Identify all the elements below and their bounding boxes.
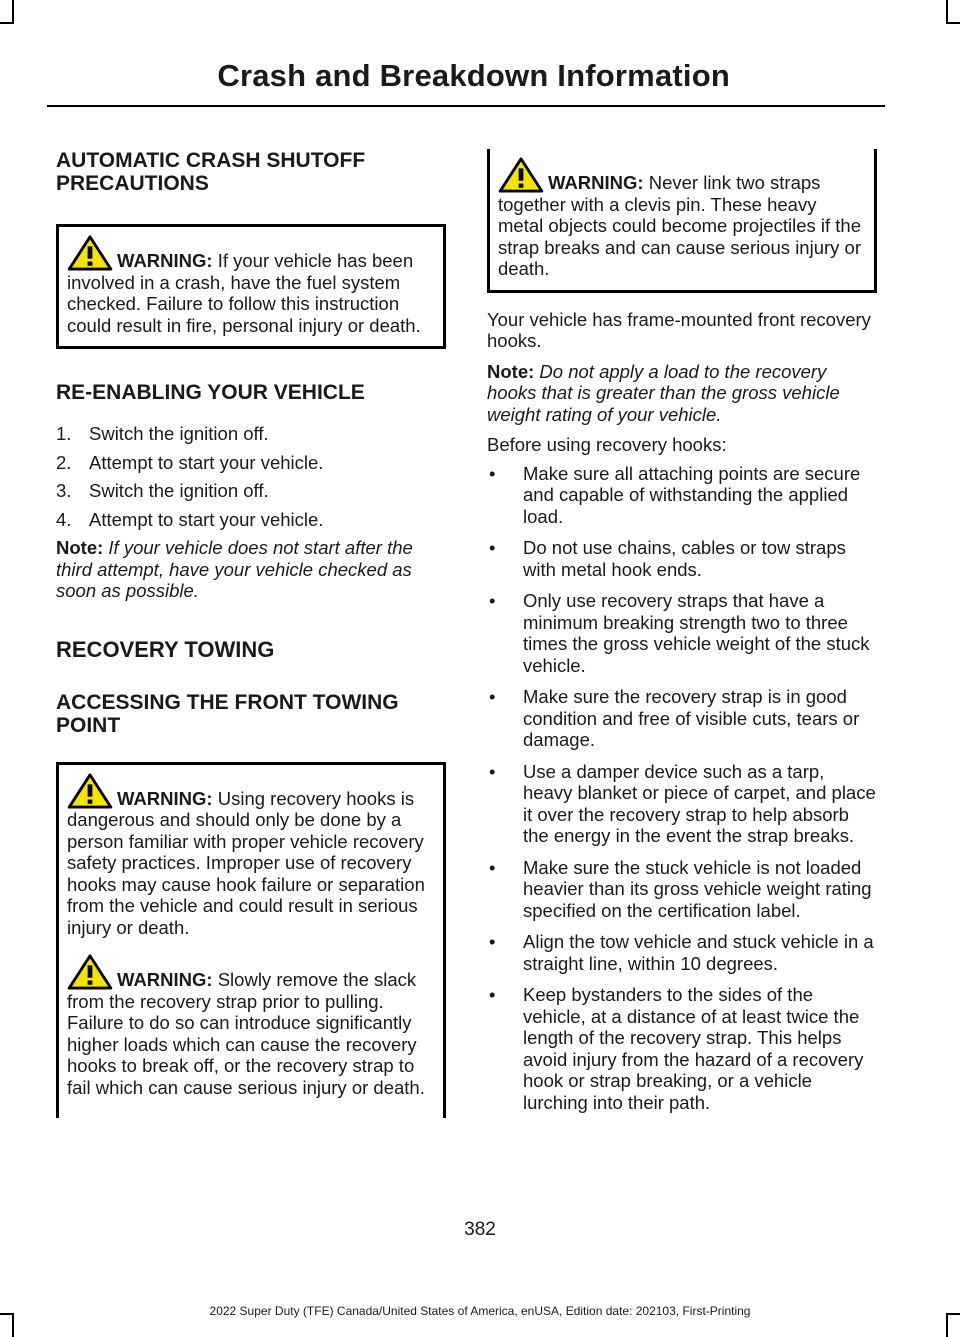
warning-triangle-icon: [67, 773, 113, 809]
step-text: Attempt to start your vehicle.: [89, 451, 324, 473]
list-item: [487, 931, 877, 974]
list-item: [56, 480, 446, 502]
warning-text: Slowly remove the slack from the recovery strap prior to pulling. Failure to do so can introduce significantly higher loads which can cause the recovery hooks to break off, or the recovery strap to fail which can cause serious injury or death.: [67, 969, 425, 1098]
bullet-text: Make sure the stuck vehicle is not loaded heavier than its gross vehicle weight rating specified on the certification label.: [523, 856, 872, 921]
bullet-mark: •: [489, 686, 496, 707]
warning-label: WARNING:: [548, 172, 644, 193]
warning-box-fuel-system: [56, 224, 446, 349]
note-label: Note:: [487, 360, 535, 382]
note-label: Note:: [56, 537, 104, 558]
list-item: [56, 423, 446, 445]
list-item: [487, 463, 877, 528]
warning-text: If your vehicle has been involved in a crash, have the fuel system checked. Failure to follow this instruction could result in fire, personal injury or death.: [67, 250, 421, 336]
bullet-text: Do not use chains, cables or tow straps with metal hook ends.: [523, 537, 846, 580]
step-number: 3.: [56, 480, 72, 501]
warning-triangle-icon: [498, 157, 544, 193]
crop-mark: [0, 22, 14, 24]
bullet-mark: •: [489, 931, 496, 952]
footer-edition-info: 2022 Super Duty (TFE) Canada/United States of America, enUSA, Edition date: 202103, First-Printing: [209, 1304, 751, 1318]
section-heading-front-towing-point: ACCESSING THE FRONT TOWING POINT: [56, 690, 399, 737]
before-paragraph: Before using recovery hooks:: [487, 434, 727, 455]
warning-triangle-icon: [67, 235, 113, 271]
warning-item: [498, 157, 866, 280]
page-header-title: Crash and Breakdown Information: [217, 58, 730, 93]
warning-box-clevis-pin: [487, 149, 877, 293]
bullet-text: Keep bystanders to the sides of the vehicle, at a distance of at least twice the length of the recovery strap. This helps avoid injury from the hazard of a recovery hook or strap breaking, or a vehicle lurching into their path.: [523, 984, 864, 1113]
list-item: [487, 686, 877, 751]
bullet-mark: •: [489, 590, 496, 611]
bullet-text: Align the tow vehicle and stuck vehicle in a straight line, within 10 degrees.: [523, 931, 874, 974]
list-item: [487, 590, 877, 676]
step-text: Switch the ignition off.: [89, 423, 269, 444]
steps-list: [56, 423, 446, 530]
crop-mark: [946, 0, 948, 24]
warning-text: Using recovery hooks is dangerous and should only be done by a person familiar with proper vehicle recovery safety practices. Improper use of recovery hooks may cause hook failure or separation from the vehicle and could result in serious injury or death.: [67, 787, 425, 938]
bullet-text: Only use recovery straps that have a minimum breaking strength two to three times the gross vehicle weight of the stuck vehicle.: [523, 590, 870, 676]
list-item: [487, 537, 877, 580]
warning-label: WARNING:: [117, 250, 213, 271]
list-item: [487, 984, 877, 1113]
bullet-mark: •: [489, 856, 496, 878]
warning-triangle-icon: [67, 954, 113, 990]
list-item: [56, 452, 446, 474]
left-column: [56, 144, 446, 1118]
section-heading-crash-shutoff: AUTOMATIC CRASH SHUTOFF PRECAUTIONS: [56, 149, 366, 195]
bullet-mark: •: [489, 760, 496, 782]
list-item: [487, 761, 877, 847]
right-column: [487, 144, 877, 1123]
bullet-mark: •: [489, 984, 496, 1005]
note-text: If your vehicle does not start after the third attempt, have your vehicle checked as soon as possible.: [56, 537, 413, 601]
warning-label: WARNING:: [117, 969, 213, 990]
bullet-mark: •: [489, 462, 496, 484]
bullet-text: Make sure all attaching points are secure and capable of withstanding the applied load.: [523, 462, 861, 527]
step-number: 2.: [56, 451, 72, 473]
bullet-mark: •: [489, 537, 496, 558]
note-paragraph: [487, 361, 877, 426]
warning-item: [67, 235, 435, 336]
section-heading-recovery-towing: RECOVERY TOWING: [56, 636, 275, 662]
section-heading-re-enabling: RE-ENABLING YOUR VEHICLE: [56, 381, 365, 404]
note-text: Do not apply a load to the recovery hooks that is greater than the gross vehicle weight rating of your vehicle.: [487, 360, 840, 425]
step-text: Switch the ignition off.: [89, 480, 269, 501]
warning-item: [67, 773, 435, 939]
warning-item: [67, 954, 435, 1098]
warning-label: WARNING:: [117, 787, 213, 809]
step-text: Attempt to start your vehicle.: [89, 508, 324, 530]
crop-mark: [12, 0, 14, 24]
page-number: 382: [464, 1219, 496, 1240]
header-divider: [47, 105, 885, 107]
intro-paragraph: Your vehicle has frame-mounted front recovery hooks.: [487, 308, 871, 351]
crop-mark: [946, 22, 960, 24]
list-item: [487, 857, 877, 922]
bullet-text: Use a damper device such as a tarp, heavy blanket or piece of carpet, and place it over the recovery strap to help absorb the energy in the event the strap breaks.: [523, 760, 876, 846]
step-number: 1.: [56, 423, 72, 444]
warning-box-recovery: [56, 762, 446, 1119]
list-item: [56, 509, 446, 531]
note-paragraph: [56, 537, 446, 602]
bullet-list: [487, 463, 877, 1114]
bullet-text: Make sure the recovery strap is in good condition and free of visible cuts, tears or damage.: [523, 686, 860, 750]
step-number: 4.: [56, 508, 72, 530]
warning-text: Never link two straps together with a clevis pin. These heavy metal objects could become projectiles if the strap breaks and can cause serious injury or death.: [498, 172, 861, 279]
